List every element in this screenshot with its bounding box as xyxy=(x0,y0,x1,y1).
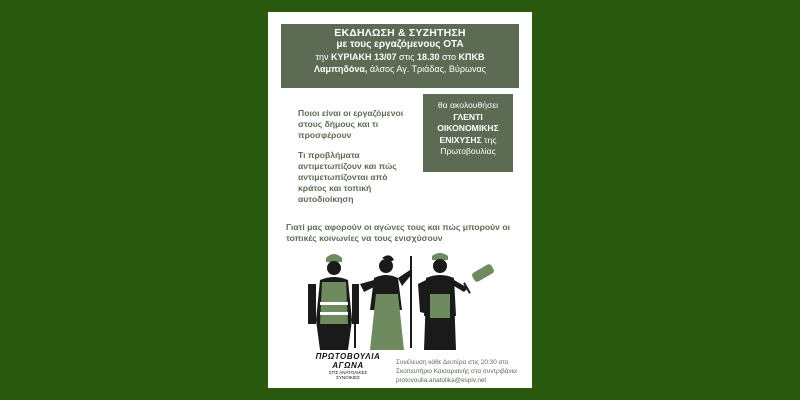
question-struggles: Γιατί μας αφορούν οι αγώνες τους και πώς μπορούν οι τοπικές κοινωνίες να τους ενισχύσουν xyxy=(286,222,510,243)
logo-line-1: ΠΡΩΤΟΒΟΥΛΙΑ xyxy=(315,352,381,361)
party-intro: θα ακολουθήσει xyxy=(437,100,499,110)
logo-line-3: ΣΤΙΣ ΑΝΑΤΟΛΙΚΕΣ xyxy=(328,370,368,375)
workers-illustration xyxy=(298,250,508,350)
party-organizer: Πρωτοβουλίας xyxy=(440,146,496,156)
worker-apron xyxy=(360,255,412,350)
place-prefix: στο xyxy=(439,52,459,62)
poster-header xyxy=(281,24,519,88)
party-word-4: της xyxy=(481,134,497,145)
date-prefix: την xyxy=(315,52,332,62)
location-detail: άλσος Αγ. Τριάδας, Βύρωνας xyxy=(367,64,487,74)
worker-helmet-vest xyxy=(308,254,359,350)
meeting-info xyxy=(396,358,526,385)
contact-email: protovoulia.anatolika@espiv.net xyxy=(396,377,487,384)
worker-painter xyxy=(418,253,495,350)
question-problems: Τι προβλήματα αντιμετωπίζουν και πώς αντιμετωπίζονται από κράτος και τοπική αυτοδιοίκηση xyxy=(298,150,397,204)
organization-logo xyxy=(308,352,388,380)
event-place: ΚΠΚΒ xyxy=(458,52,485,62)
party-word-2: ΟΙΚΟΝΟΜΙΚΗΣ xyxy=(437,123,499,133)
party-word-3: ΕΝΙΧΥΣΗΣ xyxy=(439,134,482,145)
header-subtitle: με τους εργαζόμενους ΟΤΑ xyxy=(336,39,464,50)
logo-line-4: ΣΥΝΟΙΚΙΕΣ xyxy=(336,375,360,380)
header-title: ΕΚΔΗΛΩΣΗ & ΣΥΖΗΤΗΣΗ xyxy=(334,27,466,39)
party-word-1: ΓΛΕΝΤΙ xyxy=(453,111,483,122)
event-time: 18.30 xyxy=(417,52,440,62)
logo-line-2: ΑΓΩΝΑ xyxy=(332,361,364,370)
location-name: Λαμπηδόνα, xyxy=(313,64,368,74)
event-poster xyxy=(268,12,532,388)
meeting-schedule: Συνέλευση κάθε Δευτέρα στις 20:30 στο xyxy=(396,359,509,366)
header-location-line xyxy=(281,63,519,75)
event-date: ΚΥΡΙΑΚΗ 13/07 xyxy=(331,52,397,62)
meeting-location: Σκοπευτήριο Καισαριανής στα συντριβάνια xyxy=(396,368,517,375)
time-prefix: στις xyxy=(396,52,417,62)
question-workers: Ποιοι είναι οι εργαζόμενοι στους δήμους και τι προσφέρουν xyxy=(298,108,404,140)
party-box xyxy=(423,94,513,172)
header-date-line xyxy=(281,51,519,63)
